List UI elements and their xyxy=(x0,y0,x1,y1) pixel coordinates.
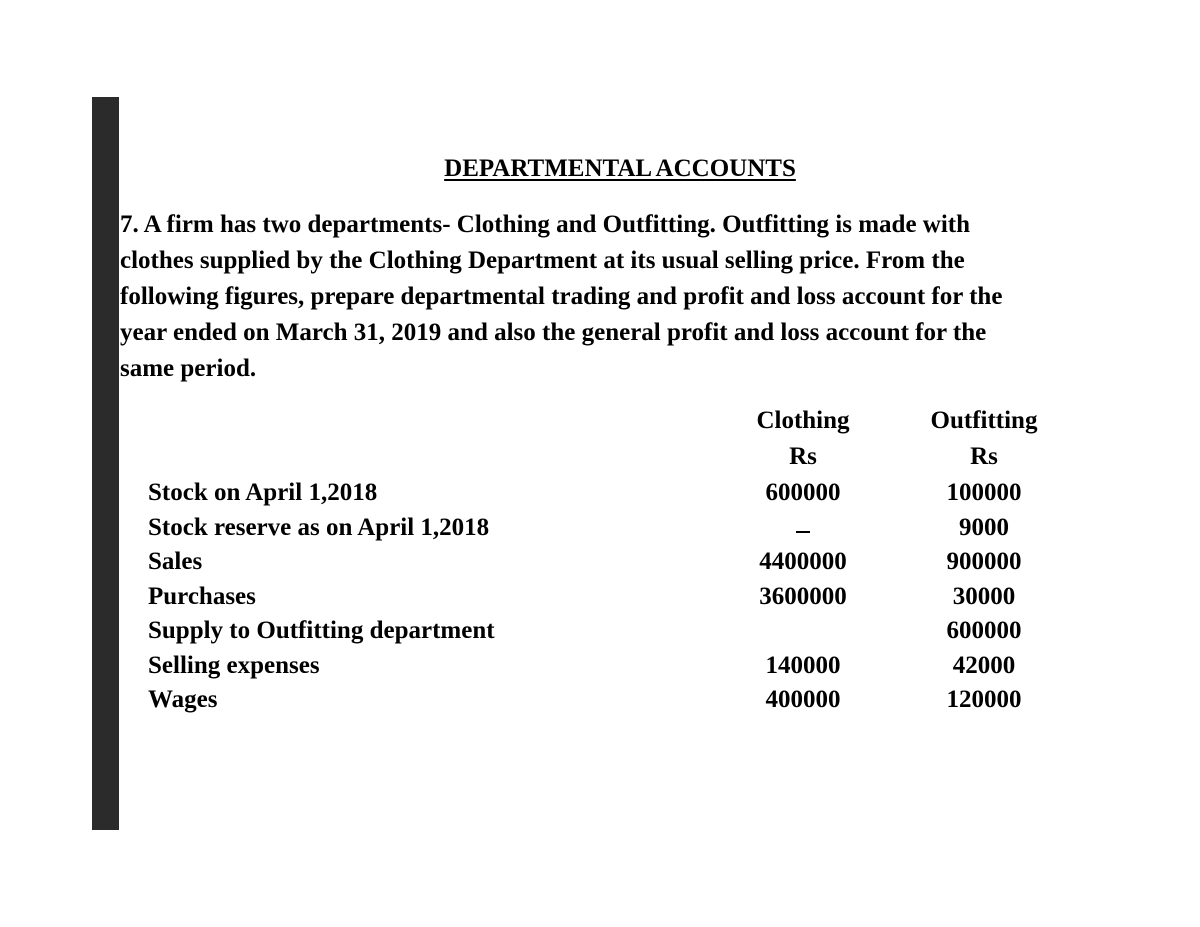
row-label: Purchases xyxy=(148,582,256,610)
column-header-outfitting: Outfitting xyxy=(930,407,1038,434)
table-row xyxy=(148,617,1088,652)
clothing-value: 400000 xyxy=(765,686,841,713)
row-label: Wages xyxy=(148,686,218,713)
table-row xyxy=(148,514,1088,549)
table-header-row xyxy=(148,407,1088,443)
question-line: same period. xyxy=(120,355,257,382)
table-row xyxy=(148,583,1088,618)
table-row xyxy=(148,686,1088,721)
row-label: Selling expenses xyxy=(148,651,320,679)
question-text xyxy=(120,207,1110,387)
page-title: DEPARTMENTAL ACCOUNTS xyxy=(444,155,796,182)
question-line: clothes supplied by the Clothing Department at its usual selling price. From the xyxy=(120,247,965,274)
question-line: 7. A firm has two departments- Clothing and Outfitting. Outfitting is made with xyxy=(120,211,971,238)
clothing-value: 140000 xyxy=(765,651,841,679)
question-line: year ended on March 31, 2019 and also the general profit and loss account for the xyxy=(120,319,987,346)
outfitting-value: 42000 xyxy=(952,651,1016,679)
outfitting-value: 9000 xyxy=(959,513,1009,541)
row-label: Stock on April 1,2018 xyxy=(148,479,378,506)
clothing-value: 4400000 xyxy=(759,548,847,575)
outfitting-value: 30000 xyxy=(952,582,1016,610)
table-units-row xyxy=(148,443,1088,479)
clothing-value: 3600000 xyxy=(759,582,847,610)
outfitting-value: 900000 xyxy=(946,548,1022,575)
table-row xyxy=(148,548,1088,583)
column-unit-outfitting: Rs xyxy=(970,443,998,470)
row-label: Supply to Outfitting department xyxy=(148,617,495,644)
nil-dash xyxy=(723,514,883,542)
outfitting-value: 120000 xyxy=(946,686,1022,713)
outfitting-value: 100000 xyxy=(946,479,1022,506)
left-margin-bar xyxy=(92,97,119,830)
clothing-value: 600000 xyxy=(765,479,841,506)
table-row xyxy=(148,479,1088,514)
column-header-clothing: Clothing xyxy=(756,407,850,434)
outfitting-value: 600000 xyxy=(946,617,1022,644)
row-label: Sales xyxy=(148,548,203,575)
column-unit-clothing: Rs xyxy=(789,443,817,470)
question-line: following figures, prepare departmental trading and profit and loss account for the xyxy=(120,283,1003,310)
departmental-figures-table xyxy=(148,407,1088,721)
row-label: Stock reserve as on April 1,2018 xyxy=(148,513,490,541)
table-row xyxy=(148,652,1088,687)
